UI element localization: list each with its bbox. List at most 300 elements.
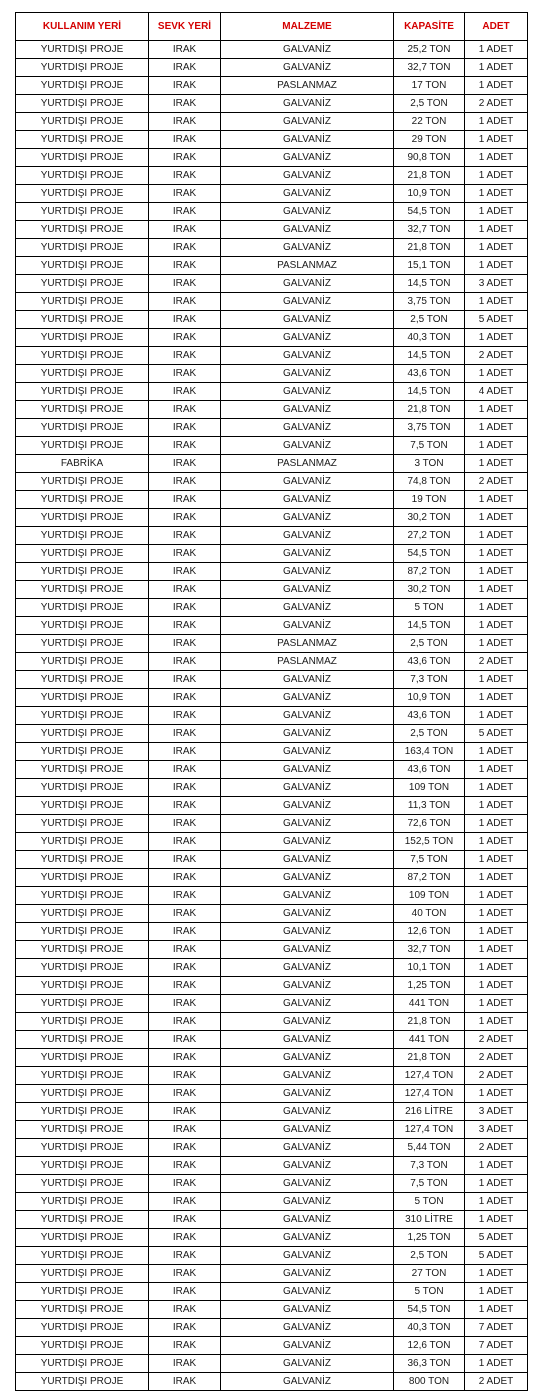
kapasite-cell: 27,2 TON [394,527,465,545]
malzeme-cell: GALVANİZ [221,887,394,905]
table-row [16,347,528,365]
sevk-yeri-cell: IRAK [149,1067,221,1085]
kapasite-cell: 21,8 TON [394,401,465,419]
kullanim-yeri-cell: YURTDIŞI PROJE [16,887,149,905]
sevk-yeri-cell: IRAK [149,401,221,419]
malzeme-cell: GALVANİZ [221,1139,394,1157]
sevk-yeri-cell: IRAK [149,941,221,959]
adet-cell: 1 ADET [465,491,528,509]
kullanim-yeri-cell: YURTDIŞI PROJE [16,1139,149,1157]
sevk-yeri-cell: IRAK [149,617,221,635]
kapasite-cell: 5 TON [394,599,465,617]
malzeme-cell: GALVANİZ [221,419,394,437]
table-row [16,635,528,653]
kullanim-yeri-cell: YURTDIŞI PROJE [16,329,149,347]
malzeme-cell: GALVANİZ [221,833,394,851]
kapasite-cell: 87,2 TON [394,563,465,581]
kullanim-yeri-cell: YURTDIŞI PROJE [16,689,149,707]
kapasite-cell: 21,8 TON [394,1049,465,1067]
kapasite-cell: 36,3 TON [394,1355,465,1373]
header-adet: ADET [465,13,528,41]
malzeme-cell: GALVANİZ [221,1355,394,1373]
kapasite-cell: 21,8 TON [394,239,465,257]
kapasite-cell: 43,6 TON [394,653,465,671]
adet-cell: 1 ADET [465,941,528,959]
table-row [16,599,528,617]
malzeme-cell: GALVANİZ [221,311,394,329]
malzeme-cell: GALVANİZ [221,1265,394,1283]
adet-cell: 1 ADET [465,1355,528,1373]
sevk-yeri-cell: IRAK [149,365,221,383]
malzeme-cell: GALVANİZ [221,491,394,509]
kullanim-yeri-cell: YURTDIŞI PROJE [16,707,149,725]
sevk-yeri-cell: IRAK [149,545,221,563]
malzeme-cell: GALVANİZ [221,59,394,77]
malzeme-cell: GALVANİZ [221,221,394,239]
table-row [16,1067,528,1085]
adet-cell: 1 ADET [465,149,528,167]
table-row [16,545,528,563]
kapasite-cell: 10,9 TON [394,689,465,707]
sevk-yeri-cell: IRAK [149,995,221,1013]
sevk-yeri-cell: IRAK [149,1103,221,1121]
adet-cell: 2 ADET [465,473,528,491]
malzeme-cell: GALVANİZ [221,1301,394,1319]
table-row [16,1049,528,1067]
kullanim-yeri-cell: YURTDIŞI PROJE [16,1355,149,1373]
sevk-yeri-cell: IRAK [149,977,221,995]
adet-cell: 2 ADET [465,347,528,365]
table-row [16,581,528,599]
malzeme-cell: GALVANİZ [221,563,394,581]
kullanim-yeri-cell: YURTDIŞI PROJE [16,275,149,293]
adet-cell: 1 ADET [465,167,528,185]
kapasite-cell: 32,7 TON [394,941,465,959]
table-row [16,275,528,293]
kapasite-cell: 2,5 TON [394,635,465,653]
adet-cell: 2 ADET [465,95,528,113]
kapasite-cell: 10,1 TON [394,959,465,977]
table-row [16,887,528,905]
malzeme-cell: GALVANİZ [221,1013,394,1031]
kullanim-yeri-cell: YURTDIŞI PROJE [16,59,149,77]
adet-cell: 1 ADET [465,905,528,923]
table-row [16,617,528,635]
malzeme-cell: PASLANMAZ [221,455,394,473]
kapasite-cell: 32,7 TON [394,59,465,77]
kullanim-yeri-cell: YURTDIŞI PROJE [16,1175,149,1193]
sevk-yeri-cell: IRAK [149,851,221,869]
kullanim-yeri-cell: YURTDIŞI PROJE [16,1013,149,1031]
table-row [16,491,528,509]
kapasite-cell: 441 TON [394,995,465,1013]
adet-cell: 1 ADET [465,59,528,77]
kullanim-yeri-cell: YURTDIŞI PROJE [16,1121,149,1139]
malzeme-cell: GALVANİZ [221,509,394,527]
kullanim-yeri-cell: YURTDIŞI PROJE [16,473,149,491]
kullanim-yeri-cell: YURTDIŞI PROJE [16,545,149,563]
kapasite-cell: 54,5 TON [394,545,465,563]
kapasite-cell: 12,6 TON [394,923,465,941]
adet-cell: 1 ADET [465,815,528,833]
sevk-yeri-cell: IRAK [149,491,221,509]
malzeme-cell: GALVANİZ [221,347,394,365]
adet-cell: 1 ADET [465,185,528,203]
adet-cell: 2 ADET [465,1139,528,1157]
kapasite-cell: 90,8 TON [394,149,465,167]
adet-cell: 1 ADET [465,257,528,275]
kullanim-yeri-cell: YURTDIŞI PROJE [16,977,149,995]
adet-cell: 1 ADET [465,581,528,599]
malzeme-cell: GALVANİZ [221,131,394,149]
kapasite-cell: 29 TON [394,131,465,149]
sevk-yeri-cell: IRAK [149,905,221,923]
malzeme-cell: GALVANİZ [221,923,394,941]
malzeme-cell: GALVANİZ [221,1193,394,1211]
sevk-yeri-cell: IRAK [149,815,221,833]
kapasite-cell: 127,4 TON [394,1121,465,1139]
kullanim-yeri-cell: YURTDIŞI PROJE [16,1103,149,1121]
kullanim-yeri-cell: YURTDIŞI PROJE [16,1031,149,1049]
sevk-yeri-cell: IRAK [149,1373,221,1391]
adet-cell: 1 ADET [465,419,528,437]
kullanim-yeri-cell: YURTDIŞI PROJE [16,131,149,149]
adet-cell: 5 ADET [465,1247,528,1265]
kapasite-cell: 54,5 TON [394,203,465,221]
malzeme-cell: GALVANİZ [221,707,394,725]
kullanim-yeri-cell: YURTDIŞI PROJE [16,1337,149,1355]
adet-cell: 1 ADET [465,995,528,1013]
shipment-table [15,12,528,1391]
table-row [16,131,528,149]
kullanim-yeri-cell: YURTDIŞI PROJE [16,167,149,185]
malzeme-cell: GALVANİZ [221,959,394,977]
kapasite-cell: 3,75 TON [394,293,465,311]
table-row [16,437,528,455]
malzeme-cell: GALVANİZ [221,1175,394,1193]
kullanim-yeri-cell: YURTDIŞI PROJE [16,491,149,509]
malzeme-cell: GALVANİZ [221,581,394,599]
malzeme-cell: GALVANİZ [221,473,394,491]
adet-cell: 1 ADET [465,527,528,545]
adet-cell: 1 ADET [465,563,528,581]
sevk-yeri-cell: IRAK [149,347,221,365]
adet-cell: 1 ADET [465,743,528,761]
kapasite-cell: 40 TON [394,905,465,923]
kapasite-cell: 3 TON [394,455,465,473]
sevk-yeri-cell: IRAK [149,1175,221,1193]
malzeme-cell: GALVANİZ [221,743,394,761]
malzeme-cell: GALVANİZ [221,1067,394,1085]
malzeme-cell: PASLANMAZ [221,635,394,653]
table-row [16,941,528,959]
table-row [16,707,528,725]
adet-cell: 1 ADET [465,599,528,617]
header-kapasite: KAPASİTE [394,13,465,41]
kapasite-cell: 14,5 TON [394,347,465,365]
table-row [16,311,528,329]
adet-cell: 1 ADET [465,77,528,95]
kullanim-yeri-cell: YURTDIŞI PROJE [16,293,149,311]
adet-cell: 2 ADET [465,1049,528,1067]
table-body [16,41,528,1391]
adet-cell: 1 ADET [465,887,528,905]
malzeme-cell: GALVANİZ [221,149,394,167]
table-row [16,1265,528,1283]
kullanim-yeri-cell: YURTDIŞI PROJE [16,905,149,923]
table-row [16,419,528,437]
sevk-yeri-cell: IRAK [149,221,221,239]
malzeme-cell: GALVANİZ [221,1211,394,1229]
kapasite-cell: 22 TON [394,113,465,131]
adet-cell: 1 ADET [465,1283,528,1301]
kapasite-cell: 800 TON [394,1373,465,1391]
kapasite-cell: 109 TON [394,779,465,797]
sevk-yeri-cell: IRAK [149,1247,221,1265]
adet-cell: 1 ADET [465,365,528,383]
sevk-yeri-cell: IRAK [149,725,221,743]
header-sevk-yeri: SEVK YERİ [149,13,221,41]
adet-cell: 1 ADET [465,707,528,725]
kullanim-yeri-cell: YURTDIŞI PROJE [16,635,149,653]
malzeme-cell: GALVANİZ [221,203,394,221]
sevk-yeri-cell: IRAK [149,1157,221,1175]
malzeme-cell: GALVANİZ [221,527,394,545]
malzeme-cell: GALVANİZ [221,1229,394,1247]
table-row [16,203,528,221]
kapasite-cell: 74,8 TON [394,473,465,491]
sevk-yeri-cell: IRAK [149,113,221,131]
kapasite-cell: 43,6 TON [394,761,465,779]
kullanim-yeri-cell: YURTDIŞI PROJE [16,797,149,815]
kapasite-cell: 11,3 TON [394,797,465,815]
table-row [16,59,528,77]
kullanim-yeri-cell: YURTDIŞI PROJE [16,149,149,167]
malzeme-cell: GALVANİZ [221,1157,394,1175]
sevk-yeri-cell: IRAK [149,1049,221,1067]
adet-cell: 3 ADET [465,1121,528,1139]
table-row [16,185,528,203]
table-row [16,995,528,1013]
kapasite-cell: 127,4 TON [394,1085,465,1103]
malzeme-cell: GALVANİZ [221,437,394,455]
sevk-yeri-cell: IRAK [149,779,221,797]
malzeme-cell: GALVANİZ [221,275,394,293]
table-row [16,977,528,995]
malzeme-cell: GALVANİZ [221,671,394,689]
kapasite-cell: 19 TON [394,491,465,509]
sevk-yeri-cell: IRAK [149,527,221,545]
malzeme-cell: GALVANİZ [221,977,394,995]
kapasite-cell: 27 TON [394,1265,465,1283]
adet-cell: 1 ADET [465,959,528,977]
kapasite-cell: 2,5 TON [394,725,465,743]
kapasite-cell: 43,6 TON [394,707,465,725]
malzeme-cell: GALVANİZ [221,41,394,59]
sevk-yeri-cell: IRAK [149,293,221,311]
table-row [16,401,528,419]
sevk-yeri-cell: IRAK [149,887,221,905]
sevk-yeri-cell: IRAK [149,869,221,887]
table-row [16,833,528,851]
kullanim-yeri-cell: YURTDIŞI PROJE [16,959,149,977]
adet-cell: 1 ADET [465,113,528,131]
kapasite-cell: 10,9 TON [394,185,465,203]
table-row [16,653,528,671]
malzeme-cell: GALVANİZ [221,365,394,383]
malzeme-cell: GALVANİZ [221,1247,394,1265]
table-row [16,1121,528,1139]
sevk-yeri-cell: IRAK [149,1301,221,1319]
adet-cell: 2 ADET [465,1067,528,1085]
adet-cell: 2 ADET [465,653,528,671]
kullanim-yeri-cell: YURTDIŞI PROJE [16,257,149,275]
adet-cell: 1 ADET [465,455,528,473]
kapasite-cell: 30,2 TON [394,581,465,599]
table-row [16,41,528,59]
kapasite-cell: 3,75 TON [394,419,465,437]
table-row [16,1283,528,1301]
kullanim-yeri-cell: YURTDIŞI PROJE [16,347,149,365]
kapasite-cell: 152,5 TON [394,833,465,851]
adet-cell: 1 ADET [465,635,528,653]
table-row [16,869,528,887]
kullanim-yeri-cell: YURTDIŞI PROJE [16,419,149,437]
kullanim-yeri-cell: YURTDIŞI PROJE [16,1247,149,1265]
sevk-yeri-cell: IRAK [149,509,221,527]
malzeme-cell: GALVANİZ [221,599,394,617]
kapasite-cell: 30,2 TON [394,509,465,527]
table-row [16,1013,528,1031]
kullanim-yeri-cell: YURTDIŞI PROJE [16,95,149,113]
table-row [16,1193,528,1211]
adet-cell: 1 ADET [465,293,528,311]
table-row [16,1319,528,1337]
kapasite-cell: 2,5 TON [394,95,465,113]
kullanim-yeri-cell: YURTDIŞI PROJE [16,437,149,455]
adet-cell: 1 ADET [465,617,528,635]
sevk-yeri-cell: IRAK [149,1085,221,1103]
kullanim-yeri-cell: YURTDIŞI PROJE [16,581,149,599]
sevk-yeri-cell: IRAK [149,653,221,671]
sevk-yeri-cell: IRAK [149,689,221,707]
table-row [16,1031,528,1049]
kullanim-yeri-cell: YURTDIŞI PROJE [16,1373,149,1391]
kullanim-yeri-cell: YURTDIŞI PROJE [16,725,149,743]
kullanim-yeri-cell: YURTDIŞI PROJE [16,923,149,941]
sevk-yeri-cell: IRAK [149,1229,221,1247]
kapasite-cell: 5,44 TON [394,1139,465,1157]
adet-cell: 4 ADET [465,383,528,401]
adet-cell: 1 ADET [465,869,528,887]
malzeme-cell: GALVANİZ [221,1283,394,1301]
table-row [16,257,528,275]
sevk-yeri-cell: IRAK [149,743,221,761]
sevk-yeri-cell: IRAK [149,1013,221,1031]
kapasite-cell: 72,6 TON [394,815,465,833]
adet-cell: 7 ADET [465,1319,528,1337]
malzeme-cell: GALVANİZ [221,869,394,887]
malzeme-cell: GALVANİZ [221,941,394,959]
adet-cell: 1 ADET [465,797,528,815]
kullanim-yeri-cell: YURTDIŞI PROJE [16,509,149,527]
malzeme-cell: GALVANİZ [221,239,394,257]
sevk-yeri-cell: IRAK [149,761,221,779]
sevk-yeri-cell: IRAK [149,1121,221,1139]
table-row [16,779,528,797]
table-row [16,1229,528,1247]
adet-cell: 1 ADET [465,131,528,149]
table-row [16,851,528,869]
malzeme-cell: GALVANİZ [221,1031,394,1049]
table-row [16,761,528,779]
header-row [16,13,528,41]
sevk-yeri-cell: IRAK [149,707,221,725]
kapasite-cell: 7,3 TON [394,1157,465,1175]
kapasite-cell: 21,8 TON [394,1013,465,1031]
malzeme-cell: GALVANİZ [221,851,394,869]
malzeme-cell: GALVANİZ [221,797,394,815]
table-row [16,815,528,833]
kapasite-cell: 127,4 TON [394,1067,465,1085]
adet-cell: 1 ADET [465,1193,528,1211]
table-row [16,1355,528,1373]
malzeme-cell: GALVANİZ [221,185,394,203]
adet-cell: 1 ADET [465,1265,528,1283]
kapasite-cell: 12,6 TON [394,1337,465,1355]
adet-cell: 1 ADET [465,203,528,221]
table-row [16,239,528,257]
kullanim-yeri-cell: YURTDIŞI PROJE [16,401,149,419]
kullanim-yeri-cell: YURTDIŞI PROJE [16,815,149,833]
sevk-yeri-cell: IRAK [149,1265,221,1283]
kullanim-yeri-cell: YURTDIŞI PROJE [16,1319,149,1337]
table-row [16,365,528,383]
sevk-yeri-cell: IRAK [149,1193,221,1211]
sevk-yeri-cell: IRAK [149,1337,221,1355]
kapasite-cell: 2,5 TON [394,1247,465,1265]
sevk-yeri-cell: IRAK [149,275,221,293]
sevk-yeri-cell: IRAK [149,59,221,77]
kapasite-cell: 1,25 TON [394,977,465,995]
kullanim-yeri-cell: YURTDIŞI PROJE [16,1211,149,1229]
adet-cell: 1 ADET [465,1085,528,1103]
malzeme-cell: GALVANİZ [221,779,394,797]
kullanim-yeri-cell: YURTDIŞI PROJE [16,995,149,1013]
kullanim-yeri-cell: YURTDIŞI PROJE [16,527,149,545]
table-row [16,113,528,131]
sevk-yeri-cell: IRAK [149,185,221,203]
kapasite-cell: 25,2 TON [394,41,465,59]
table-row [16,689,528,707]
sevk-yeri-cell: IRAK [149,329,221,347]
kapasite-cell: 7,5 TON [394,1175,465,1193]
kullanim-yeri-cell: YURTDIŞI PROJE [16,851,149,869]
adet-cell: 1 ADET [465,401,528,419]
malzeme-cell: GALVANİZ [221,1121,394,1139]
kapasite-cell: 17 TON [394,77,465,95]
malzeme-cell: GALVANİZ [221,761,394,779]
kapasite-cell: 441 TON [394,1031,465,1049]
table-row [16,1211,528,1229]
kapasite-cell: 5 TON [394,1283,465,1301]
sevk-yeri-cell: IRAK [149,1031,221,1049]
kullanim-yeri-cell: YURTDIŞI PROJE [16,599,149,617]
table-row [16,1337,528,1355]
malzeme-cell: GALVANİZ [221,401,394,419]
kapasite-cell: 216 LİTRE [394,1103,465,1121]
adet-cell: 5 ADET [465,311,528,329]
